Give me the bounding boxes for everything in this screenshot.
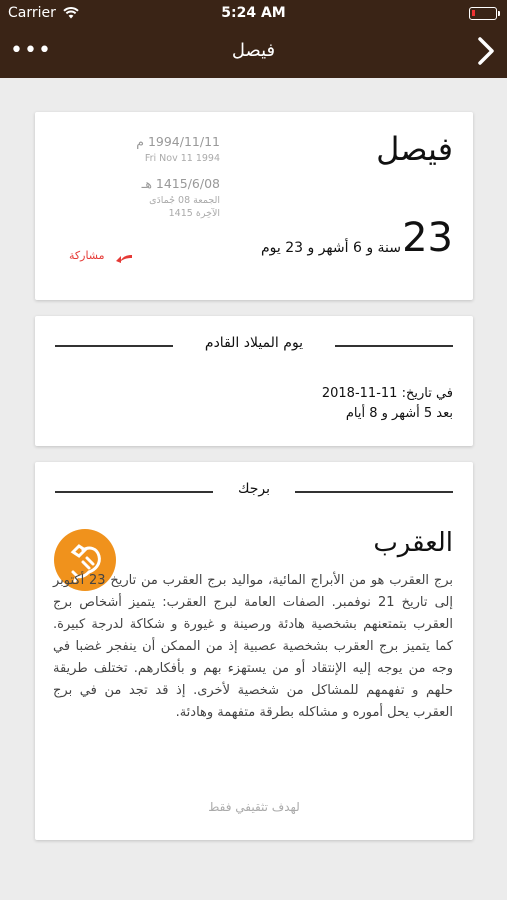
page-title: فيصل bbox=[231, 40, 276, 61]
divider bbox=[295, 491, 453, 493]
next-birthday-remaining: بعد 5 أشهر و 8 أيام bbox=[345, 406, 453, 421]
share-button[interactable] bbox=[69, 248, 169, 266]
birth-dates bbox=[90, 134, 220, 219]
carrier-label: Carrier bbox=[8, 5, 56, 21]
status-bar bbox=[0, 0, 507, 28]
share-arrow-icon bbox=[115, 250, 133, 264]
zodiac-description: برج العقرب هو من الأبراج المائية، مواليد برج العقرب من تاريخ 23 أكتوبر إلى تاريخ 21 نوفمبر. الصفات العامة لبرج العقرب: يتميز أشخاص برج العقرب بتمتعنهم بشخصية هادئة ورصينة و غيورة و شكاكة لدرجة كبيرة. كما يتميز برج العقرب بشخصية عصبية إذ من الممكن أن ينفجر غضبا في وجه من يوجه إليه الإنتقاد أو من يستهزء بهم و بأفكارهم. تختلف طريقة حلهم و تفهمهم للمشاكل من شخصية لأخرى. إذ قد تجد من في برج العقرب يحل أموره و مشاكله بطرقة متفهمة وهادئة. bbox=[53, 573, 453, 720]
section-title: برجك bbox=[237, 481, 271, 497]
next-birthday-date: في تاريخ: 11-11-2018 bbox=[321, 386, 453, 401]
next-birthday-card bbox=[35, 316, 473, 446]
person-name: فيصل bbox=[376, 130, 453, 168]
nav-bar bbox=[0, 28, 507, 78]
gregorian-date: 1994/11/11 م bbox=[136, 134, 220, 149]
gregorian-day: Fri Nov 11 1994 bbox=[144, 153, 220, 164]
divider bbox=[335, 345, 453, 347]
hijri-day: الجمعة 08 جُمادَى bbox=[149, 195, 220, 206]
clock: 5:24 AM bbox=[221, 5, 286, 21]
age-years-number: 23 bbox=[402, 215, 453, 261]
chevron-right-icon[interactable] bbox=[475, 36, 497, 66]
more-options-button[interactable]: ••• bbox=[10, 38, 52, 63]
section-header bbox=[55, 335, 453, 355]
section-header bbox=[55, 481, 453, 501]
age-detail: سنة و 6 أشهر و 23 يوم bbox=[260, 240, 401, 256]
share-label: مشاركة bbox=[69, 249, 105, 262]
zodiac-sign-name: العقرب bbox=[373, 528, 453, 558]
next-birthday-info bbox=[322, 384, 453, 424]
profile-card bbox=[35, 112, 473, 300]
battery-icon bbox=[469, 7, 497, 20]
zodiac-card bbox=[35, 462, 473, 840]
disclaimer: لهدف تثقيفي فقط bbox=[208, 800, 300, 814]
section-title: يوم الميلاد القادم bbox=[204, 335, 304, 351]
hijri-month-year: الآخِرة 1415 bbox=[168, 208, 220, 219]
hijri-date: 1415/6/08 هـ bbox=[141, 176, 220, 191]
